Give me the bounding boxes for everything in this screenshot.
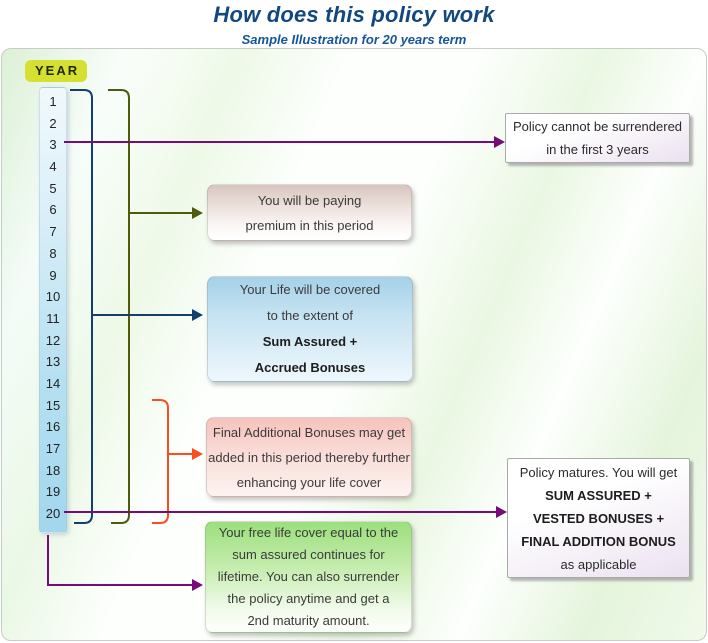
year-label: 16 [45, 419, 61, 435]
year-label: 11 [46, 310, 60, 326]
callout-line: in the first 3 years [546, 142, 649, 157]
year-label: 8 [49, 245, 57, 261]
callout-line: Your free life cover equal to the [218, 525, 399, 540]
year-label: 1 [49, 94, 57, 109]
callout-life-cover [207, 276, 413, 382]
year-label: 20 [45, 506, 61, 522]
callout-line: the policy anytime and get a [227, 591, 390, 606]
year-label: 14 [45, 375, 61, 391]
year-label: 3 [49, 137, 57, 153]
year-label: 4 [49, 159, 57, 175]
callout-line: enhancing your life cover [236, 474, 382, 490]
callout-line: as applicable [560, 556, 637, 572]
year-label: 15 [45, 397, 61, 413]
year-label: 9 [49, 267, 57, 283]
year-label: 19 [45, 484, 61, 500]
callout-line: sum assured continues for [232, 547, 385, 562]
callout-line: SUM ASSURED + [545, 487, 652, 503]
callout-line: Policy matures. You will get [519, 464, 678, 480]
year-label: 17 [45, 441, 61, 456]
callout-line: Accrued Bonuses [254, 360, 366, 375]
page-title: How does this policy work [213, 2, 495, 27]
callout-line: Policy cannot be surrendered [512, 119, 683, 134]
callout-surrender [505, 113, 690, 163]
callout-line: Sum Assured + [262, 334, 358, 349]
year-label: 18 [45, 462, 61, 478]
year-label: 7 [49, 224, 57, 240]
callout-free-cover [205, 521, 412, 633]
page-subtitle: Sample Illustration for 20 years term [241, 32, 467, 47]
callout-final-bonus [206, 417, 412, 497]
year-label: 5 [49, 180, 57, 196]
year-label: 10 [45, 289, 61, 305]
year-label: 2 [49, 115, 57, 131]
callout-line: added in this period thereby further [208, 449, 410, 465]
year-label: 12 [45, 332, 61, 348]
callout-line: to the extent of [266, 308, 353, 323]
year-label: 13 [45, 354, 61, 370]
callout-line: You will be paying [257, 192, 362, 208]
callout-line: FINAL ADDITION BONUS [521, 533, 676, 549]
year-column [39, 87, 67, 533]
year-badge: YEAR [25, 60, 87, 82]
callout-maturity [507, 458, 690, 578]
callout-line: VESTED BONUSES + [532, 510, 665, 526]
callout-line: lifetime. You can also surrender [217, 569, 400, 584]
callout-line: Your Life will be covered [239, 282, 381, 297]
callout-line: 2nd maturity amount. [247, 613, 370, 628]
callout-line: premium in this period [245, 217, 374, 233]
callout-premium [207, 184, 412, 241]
year-label: 6 [49, 202, 57, 218]
callout-line: Final Additional Bonuses may get [212, 424, 406, 440]
